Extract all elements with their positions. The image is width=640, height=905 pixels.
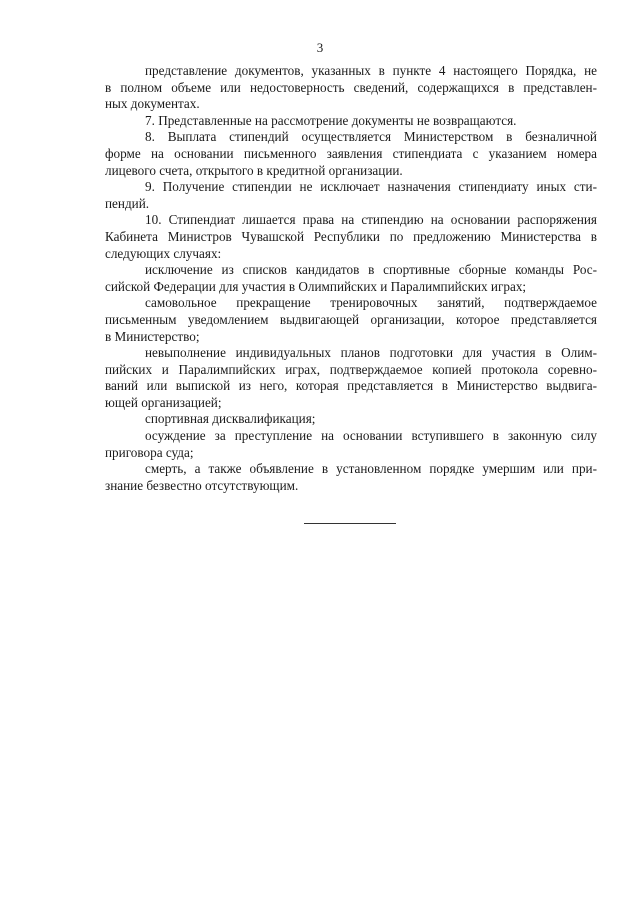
case-list-item <box>105 428 597 461</box>
document-body <box>105 63 597 494</box>
case-list-item <box>105 345 597 411</box>
case-list-item <box>105 295 597 345</box>
text-line: 7. Представленные на рассмотрение документы не возвращаются. <box>145 112 517 128</box>
text-line: 9. Получение стипендии не исключает назначения стипендиату иных сти- <box>145 179 597 195</box>
text-line: пийских и Паралимпийских играх, подтверждаемое копией протокола соревно- <box>105 361 597 377</box>
paragraph-item-10 <box>105 212 597 262</box>
text-line: исключение из списков кандидатов в спортивные сборные команды Рос- <box>145 262 597 278</box>
text-line: осуждение за преступление на основании вступившего в законную силу <box>145 428 597 444</box>
text-line: ющей организацией; <box>105 394 222 410</box>
text-line: представление документов, указанных в пункте 4 настоящего Порядка, не <box>145 63 597 78</box>
text-line: письменным уведомлением выдвигающей организации, которое представляется <box>105 311 597 327</box>
text-line: форме на основании письменного заявления стипендиата с указанием номера <box>105 145 597 161</box>
case-list-item <box>105 262 597 295</box>
text-line: в Министерство; <box>105 328 200 344</box>
text-line: следующих случаях: <box>105 245 222 261</box>
text-line: сийской Федерации для участия в Олимпийских и Паралимпийских играх; <box>105 278 527 294</box>
case-list-item <box>105 461 597 494</box>
text-line: спортивная дисквалификация; <box>145 411 316 427</box>
text-line: 10. Стипендиат лишается права на стипендию на основании распоряжения <box>145 212 597 228</box>
closing-rule <box>304 523 396 524</box>
text-line: смерть, а также объявление в установленном порядке умершим или при- <box>145 461 597 477</box>
text-line: невыполнение индивидуальных планов подготовки для участия в Олим- <box>145 345 597 361</box>
text-line: в полном объеме или недостоверность сведений, содержащихся в представлен- <box>105 79 597 95</box>
text-line: ваний или выпиской из него, которая представляется в Министерство выдвига- <box>105 378 597 394</box>
text-line: знание безвестно отсутствующим. <box>105 477 299 493</box>
paragraph-item-7 <box>105 113 597 130</box>
page-number: 3 <box>316 40 324 55</box>
text-line: Кабинета Министров Чувашской Республики по предложению Министерства в <box>105 228 597 244</box>
text-line: самовольное прекращение тренировочных занятий, подтверждаемое <box>145 295 597 311</box>
text-line: лицевого счета, открытого в кредитной организации. <box>105 162 403 178</box>
text-line: пендий. <box>105 195 150 211</box>
paragraph-item-8 <box>105 129 597 179</box>
text-line: ных документах. <box>105 96 200 112</box>
text-line: приговора суда; <box>105 444 194 460</box>
text-line: 8. Выплата стипендий осуществляется Министерством в безналичной <box>145 129 597 145</box>
case-list-item <box>105 411 597 428</box>
paragraph-item-9 <box>105 179 597 212</box>
paragraph-continuation <box>105 63 597 113</box>
